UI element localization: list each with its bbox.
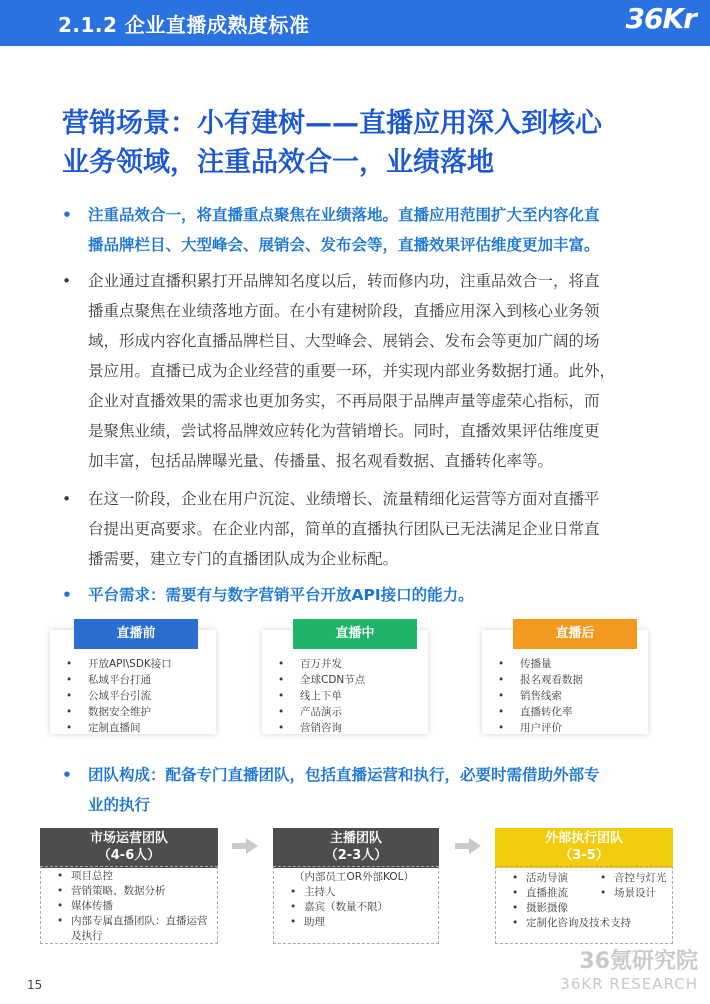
paragraph-line: 域，形成内容化直播品牌栏目、大型峰会、展销会、发布会等更加广阔的场 (88, 332, 600, 350)
stage-item: • 用户评价 (482, 720, 648, 736)
team-item: • 场景设计 (584, 886, 667, 901)
paragraph-line: 加丰富，包括品牌曝光量、传播量、报名观看数据、直播转化率等。 (88, 452, 554, 470)
headline-line-1: 营销场景：小有建树——直播应用深入到核心 (62, 108, 602, 139)
team-header-external (495, 828, 673, 868)
stage-item: • 公域平台引流 (50, 688, 216, 704)
team-item: • 营销策略、数据分析 (41, 884, 217, 899)
stage-item: • 营销咨询 (262, 720, 428, 736)
team-size: （3-5） (559, 848, 609, 863)
watermark (560, 944, 698, 993)
stage-title-during: 直播中 (293, 619, 417, 649)
team-header-marketing (40, 828, 218, 868)
watermark-en: 36KR RESEARCH (560, 975, 698, 993)
team-name: 外部执行团队 (544, 831, 623, 846)
bullet-dot: • (62, 490, 72, 508)
stage-item: • 产品演示 (262, 704, 428, 720)
bullet-line: 业的执行 (88, 796, 151, 814)
team-item: • 音控与灯光 (584, 871, 667, 886)
team-item: • 项目总控 (41, 869, 217, 884)
arrow-right-icon (455, 838, 481, 854)
team-item: • 定制化咨询及技术支持 (496, 916, 672, 931)
headline-line-2: 业务领域，注重品效合一，业绩落地 (62, 147, 494, 178)
paragraph-line: 企业通过直播积累打开品牌知名度以后，转而修内功，注重品效合一，将直 (88, 272, 600, 290)
stage-item: • 数据安全维护 (50, 704, 216, 720)
team-item: • 嘉宾（数量不限） (274, 900, 438, 915)
bullet-dot: • (62, 206, 72, 224)
bullet-dot: • (62, 586, 72, 604)
bullet-line: 注重品效合一，将直播重点聚焦在业绩落地。直播应用范围扩大至内容化直 (88, 206, 600, 224)
bullet-dot: • (62, 766, 72, 784)
team-item: • 主持人 (274, 885, 438, 900)
paragraph-line: 企业对直播效果的需求也更加务实，不再局限于品牌声量等虚荣心指标，而 (88, 392, 600, 410)
stage-item: • 线上下单 (262, 688, 428, 704)
team-note: （内部员工OR外部KOL） (294, 871, 414, 883)
section-header-bar (0, 0, 710, 46)
bullet-line: 平台需求：需要有与数字营销平台开放API接口的能力。 (88, 586, 474, 604)
paragraph-line: 景应用。直播已成为企业经营的重要一环，并实现内部业务数据打通。此外， (88, 362, 616, 380)
section-title: 2.1.2 企业直播成熟度标准 (58, 13, 310, 37)
bullet-line: 播品牌栏目、大型峰会、展销会、发布会等，直播效果评估维度更加丰富。 (88, 236, 600, 254)
team-item: • 内部专属直播团队：直播运营及执行 (41, 914, 217, 944)
stage-title-before: 直播前 (74, 619, 198, 649)
page-headline (62, 104, 662, 182)
watermark-cn: 36氪研究院 (579, 949, 698, 974)
stage-title-after: 直播后 (513, 619, 637, 649)
bullet-dot: • (62, 272, 72, 290)
team-box-marketing (40, 866, 218, 944)
team-box-external (495, 866, 673, 944)
team-item: • 助理 (274, 915, 438, 930)
team-item: • 媒体传播 (41, 899, 217, 914)
team-size: （4-6人） (97, 848, 161, 863)
stage-item: • 定制直播间 (50, 720, 216, 736)
team-item: • 活动导演 (496, 871, 672, 886)
team-item: • 摄影摄像 (496, 901, 672, 916)
brand-logo: 36Kr (625, 2, 696, 35)
team-item: • 直播推流 (496, 886, 672, 901)
paragraph-line: 台提出更高要求。在企业内部，简单的直播执行团队已无法满足企业日常直 (88, 520, 600, 538)
stage-item: • 百万并发 (262, 656, 428, 672)
stage-item: • 报名观看数据 (482, 672, 648, 688)
team-name: 市场运营团队 (89, 831, 168, 846)
arrow-right-icon (232, 838, 258, 854)
paragraph-line: 在这一阶段，企业在用户沉淀、业绩增长、流量精细化运营等方面对直播平 (88, 490, 600, 508)
stage-item: • 销售线索 (482, 688, 648, 704)
paragraph-line: 播需要，建立专门的直播团队成为企业标配。 (88, 550, 399, 568)
paragraph-line: 播重点聚焦在业绩落地方面。在小有建树阶段，直播应用深入到核心业务领 (88, 302, 600, 320)
team-size: （2-3人） (324, 848, 388, 863)
stage-item: • 开放API\SDK接口 (50, 656, 216, 672)
paragraph-line: 是聚焦业绩，尝试将品牌效应转化为营销增长。同时，直播效果评估维度更 (88, 422, 600, 440)
bullet-line: 团队构成：配备专门直播团队，包括直播运营和执行，必要时需借助外部专 (88, 766, 600, 784)
stage-item: • 全球CDN节点 (262, 672, 428, 688)
team-header-host (273, 828, 439, 868)
team-name: 主播团队 (329, 831, 382, 846)
stage-item: • 私域平台打通 (50, 672, 216, 688)
team-box-host (273, 866, 439, 944)
stage-item: • 直播转化率 (482, 704, 648, 720)
stage-item: • 传播量 (482, 656, 648, 672)
page-number: 15 (27, 978, 43, 992)
